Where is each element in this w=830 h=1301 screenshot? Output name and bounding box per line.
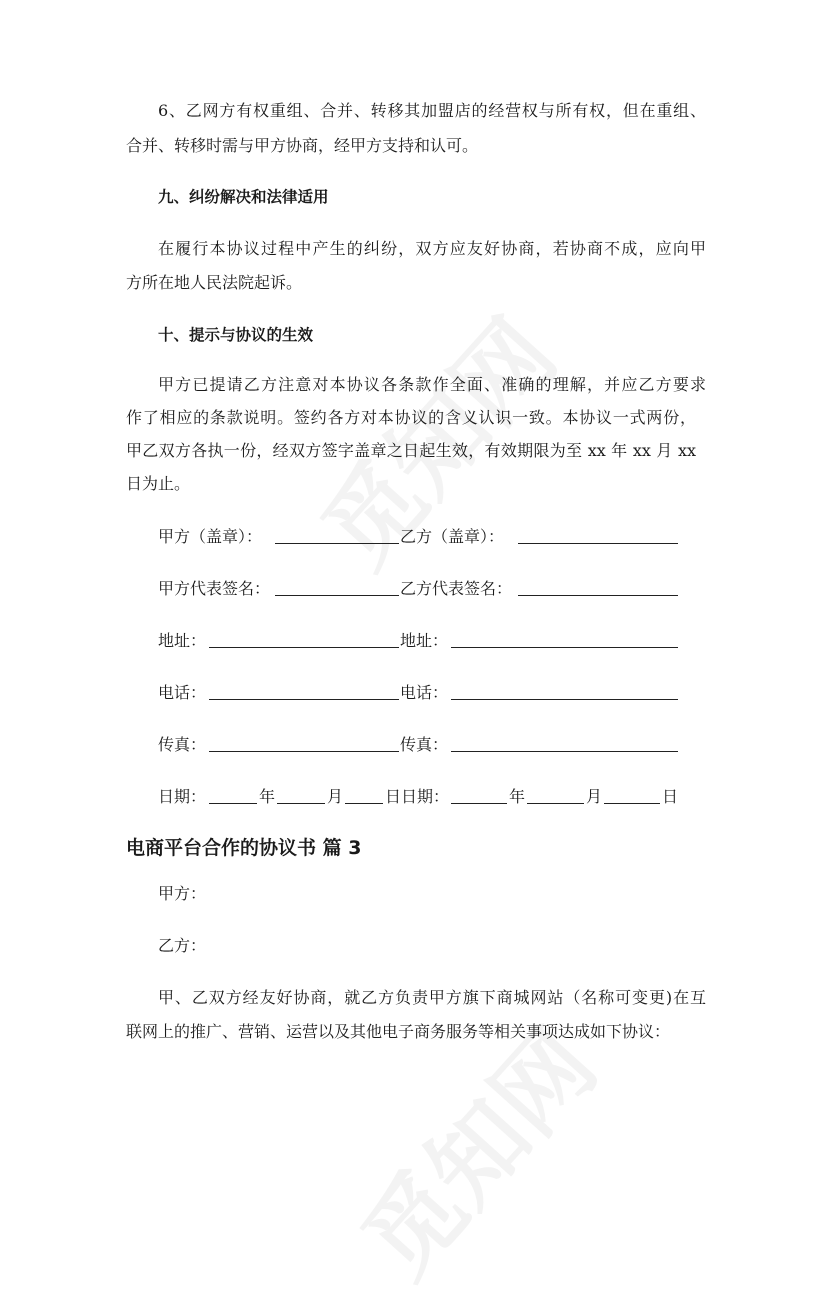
part-3-intro-line-1: 甲、乙双方经友好协商，就乙方负责甲方旗下商城网站（名称可变更)在互 (158, 988, 706, 1007)
party-a-rep-label: 甲方代表签名： (158, 579, 271, 598)
party-b-month-line[interactable] (527, 803, 584, 804)
party-a-rep-line[interactable] (275, 595, 399, 596)
section-10-line-1: 甲方已提请乙方注意对本协议各条款作全面、准确的理解，并应乙方要求 (158, 375, 706, 394)
party-a-year-label: 年 (259, 787, 276, 806)
party-b-fax-line[interactable] (451, 751, 678, 752)
party-a-fax-label: 传真： (158, 735, 207, 754)
party-b-fax-label: 传真： (400, 735, 449, 754)
party-b-day-label: 日 (662, 787, 679, 806)
party-a-address-label: 地址： (158, 631, 207, 650)
party-a-address-line[interactable] (209, 647, 399, 648)
section-9-line-2: 方所在地人民法院起诉。 (126, 273, 303, 292)
party-a-day-line[interactable] (345, 803, 383, 804)
party-a-month-line[interactable] (277, 803, 325, 804)
part-3-party-a-label: 甲方： (158, 884, 207, 903)
party-b-phone-line[interactable] (451, 699, 678, 700)
party-a-day-party-b-date-label: 日日期： (385, 787, 450, 806)
party-a-phone-label: 电话： (158, 683, 207, 702)
section-10-line-4: 日为止。 (126, 474, 191, 493)
clause-6-line-2: 合并、转移时需与甲方协商，经甲方支持和认可。 (126, 136, 479, 155)
party-b-year-line[interactable] (451, 803, 507, 804)
party-b-address-line[interactable] (451, 647, 678, 648)
section-10-line-3: 甲乙双方各执一份，经双方签字盖章之日起生效，有效期限为至 xx 年 xx 月 xx (126, 441, 696, 460)
part-3-party-b-label: 乙方： (158, 936, 207, 955)
party-b-seal-label: 乙方（盖章）： (400, 527, 505, 546)
section-10-heading: 十、提示与协议的生效 (158, 326, 314, 344)
party-b-rep-line[interactable] (518, 595, 678, 596)
section-9-line-1: 在履行本协议过程中产生的纠纷，双方应友好协商，若协商不成，应向甲 (158, 239, 706, 258)
section-10-line-2: 作了相应的条款说明。签约各方对本协议的含义认识一致。本协议一式两份， (126, 408, 696, 427)
party-a-month-label: 月 (327, 787, 344, 806)
part-3-intro-line-2: 联网上的推广、营销、运营以及其他电子商务服务等相关事项达成如下协议： (126, 1022, 671, 1041)
party-b-phone-label: 电话： (400, 683, 449, 702)
party-a-seal-line[interactable] (275, 543, 399, 544)
party-a-seal-label: 甲方（盖章）： (158, 527, 263, 546)
section-9-heading: 九、纠纷解决和法律适用 (158, 188, 329, 206)
party-b-rep-label: 乙方代表签名： (400, 579, 513, 598)
part-3-title: 电商平台合作的协议书 篇 3 (126, 837, 362, 859)
party-a-year-line[interactable] (209, 803, 257, 804)
party-a-fax-line[interactable] (209, 751, 399, 752)
party-a-phone-line[interactable] (209, 699, 399, 700)
party-b-year-label: 年 (509, 787, 526, 806)
party-b-day-line[interactable] (604, 803, 660, 804)
party-a-date-label: 日期： (158, 787, 207, 806)
party-b-seal-line[interactable] (518, 543, 678, 544)
clause-6-line-1: 6、乙网方有权重组、合并、转移其加盟店的经营权与所有权，但在重组、 (158, 101, 706, 120)
party-b-month-label: 月 (586, 787, 603, 806)
party-b-address-label: 地址： (400, 631, 449, 650)
